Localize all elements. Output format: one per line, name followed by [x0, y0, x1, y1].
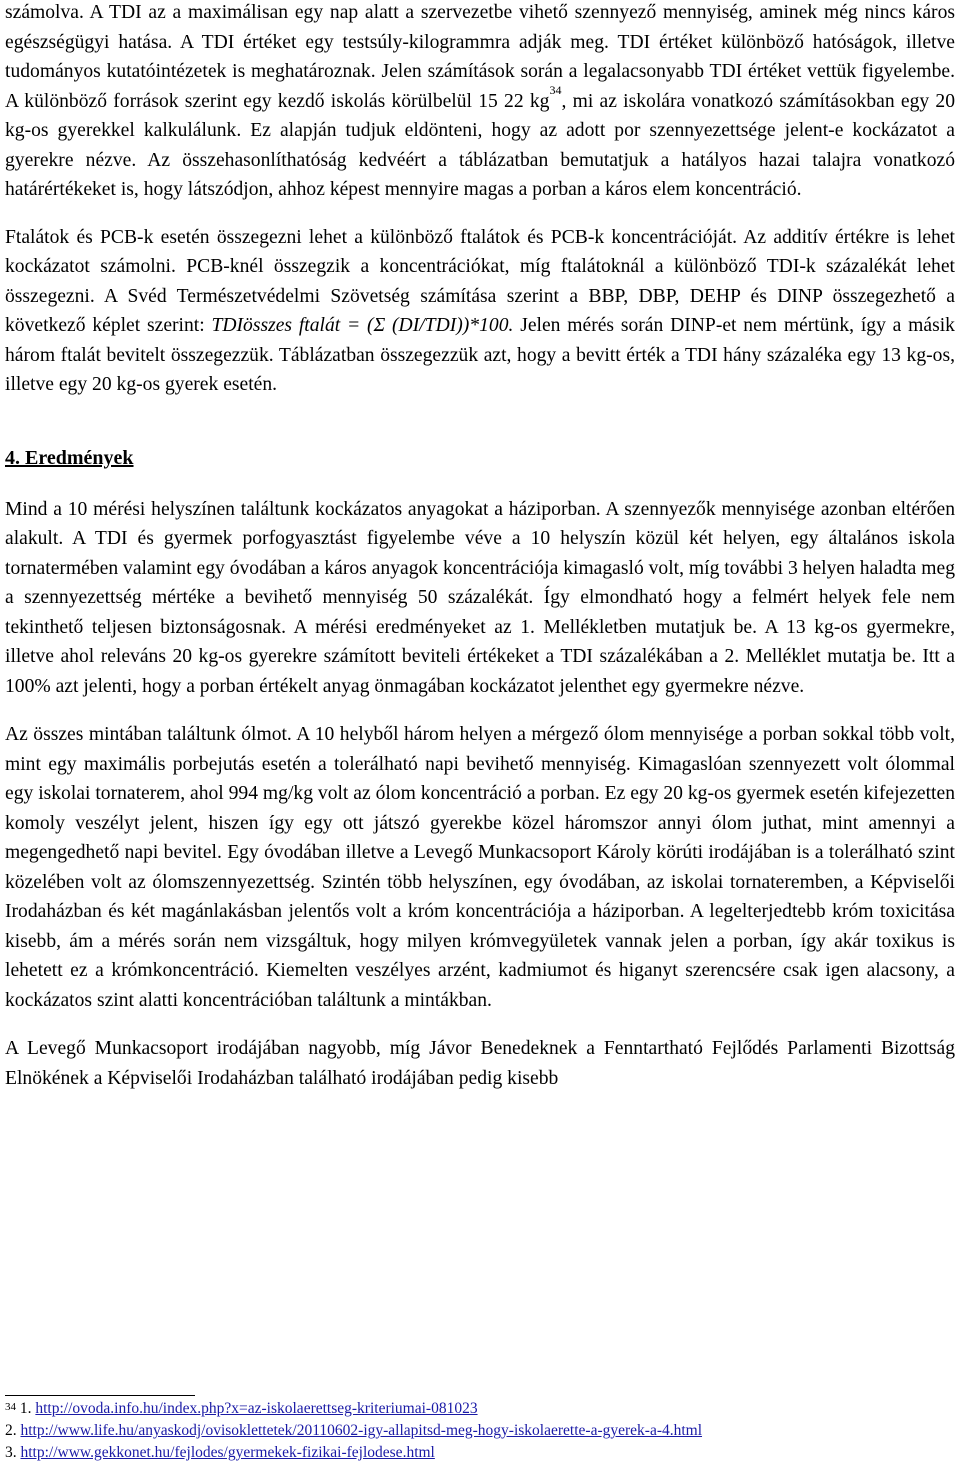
paragraph-tdi-intro — [5, 0, 955, 205]
paragraph-text: , mi az iskolára vonatkozó számításokban egy 20 kg-os gyerekkel kalkulálunk. Ez alapján tudjuk eldönteni, hogy az adott por szennyezettsége jelent-e kockázatot a gyerekre nézve. Az összehasonlíthatóság kedvéért a táblázatban bemutatjuk a hatályos hazai talajra vonatkozó határértékeket is, hogy látszódjon, ahhoz képest mennyire magas a porban a káros elem koncentráció. — [5, 90, 955, 200]
paragraph-lead-results: Az összes mintában találtunk ólmot. A 10 helyből három helyen a mérgező ólom mennyisége a porban sokkal több volt, mint egy maximális porbejutás esetén a tolerálható napi bevihető mennyiség. Kimagaslóan szennyezett volt ólommal egy iskolai tornaterem, ahol 994 mg/kg volt az ólom koncentráció a porban. Ez egy 20 kg-os gyermek esetén kifejezetten komoly veszélyt jelent, hiszen így egy ott játszó gyerekbe közel háromszor annyi ólom juthat, mint amennyi a megengedhető napi bevitel. Egy óvodában illetve a Levegő Munkacsoport Károly körúti irodájában is a tolerálható szint közelében volt az ólomszennyezettség. Szintén több helyszínen, egy óvodában, az iskolai tornateremben, a Képviselői Irodaházban és két magánlakásban jelentős volt a króm koncentrációja a háziporban. A legelterjedtebb króm toxicitása kisebb, ám a mérés során nem vizsgáltuk, hogy milyen krómvegyületek vannak jelen a porban, így akár toxikus is lehetett ez a krómkoncentráció. Kiemelten veszélyes arzént, kadmiumot és higanyt szerencsére csak igen alacsony, a kockázatos szint alatti koncentrációban találtunk a mintákban. — [5, 724, 955, 1011]
paragraph-text: számolva. A TDI az a maximálisan egy nap alatt a szervezetbe vihető szennyező mennyiség, aminek még nincs káros egészségügyi hatása. A TDI értéket egy testsúly-kilogrammra adják meg. TDI értéket különböző hatóságok, illetve tudományos kutatóintézetek is meghatároznak. Jelen számítások során a legalacsonyabb TDI értéket vettük figyelembe. A különböző források szerint egy kezdő iskolás körülbelül 15 22 kg — [5, 2, 955, 112]
footnote-reference[interactable]: 34 — [549, 82, 562, 97]
paragraph-text: Ftalátok és PCB-k esetén összegezni lehet a különböző ftalátok és PCB-k koncentrációját. Az additív értékre is lehet kockázatot számolni. PCB-knél összegzik a koncentrációkat, míg ftalátoknál a különböző TDI-k százalékát lehet összegezni. A Svéd Természetvédelmi Szövetség számítása szerint a BBP, DBP, DEHP és DINP összegezhető a következő képlet szerint: — [5, 226, 955, 336]
formula: TDIösszes ftalát = (Σ (DI/TDI))*100. — [211, 315, 514, 336]
footnote-line-3 — [5, 1442, 955, 1464]
document-page — [5, 0, 955, 1093]
footnote-number: 3. — [5, 1444, 17, 1461]
paragraph-office-results: A Levegő Munkacsoport irodájában nagyobb, míg Jávor Benedeknek a Fenntartható Fejlődés Parlamenti Bizottság Elnökének a Képviselői Irodaházban található irodájában pedig kisebb — [5, 1038, 955, 1089]
footnote-number: 1. — [19, 1400, 32, 1417]
footnote-link[interactable]: http://ovoda.info.hu/index.php?x=az-iskolaerettseg-kriteriumai-081023 — [35, 1400, 478, 1417]
footnote-link[interactable]: http://www.life.hu/anyaskodj/ovisoklettetek/20110602-igy-allapitsd-meg-hogy-iskolaerette-a-gyerek-a-4.html — [20, 1422, 703, 1439]
footnote-number: 2. — [5, 1422, 17, 1439]
paragraph-phthalates — [5, 223, 955, 400]
footnote-line-2 — [5, 1420, 955, 1442]
footnote-line-1 — [5, 1398, 955, 1420]
footnote-mark: 34 — [5, 1401, 16, 1413]
footnotes — [5, 1398, 955, 1464]
paragraph-results-summary: Mind a 10 mérési helyszínen találtunk kockázatos anyagokat a háziporban. A szennyezők mennyisége azonban eltérően alakult. A TDI és gyermek porfogyasztást figyelembe véve a 10 helyszín közül két helyen, egy általános iskola tornatermében valamint egy óvodában a káros anyagok koncentrációja kimagasló volt, míg további 3 helyen haladta meg a szennyezettség mértéke a bevihető mennyiség 50 százalékát. Így elmondható hogy a felmért helyek fele nem tekinthető teljesen biztonságosnak. A mérési eredményeket az 1. Mellékletben mutatjuk be. A 13 kg-os gyermekre, illetve ahol releváns 20 kg-os gyerekre számított beviteli értékeket a TDI százalékában a 2. Melléklet mutatja be. Itt a 100% azt jelenti, hogy a porban értékelt anyag önmagában kockázatot jelenthet egy gyermekre nézve. — [5, 498, 955, 697]
footnote-link[interactable]: http://www.gekkonet.hu/fejlodes/gyermekek-fizikai-fejlodese.html — [20, 1444, 435, 1461]
footnote-separator — [5, 1395, 195, 1396]
paragraph-text: Jelen mérés során DINP-et nem mértünk, így a másik három ftalát bevitelt összegezzük. Táblázatban összegezzük azt, hogy a bevitt érték a TDI hány százaléka egy 13 kg-os, illetve egy 20 kg-os gyerek esetén. — [5, 315, 955, 395]
section-heading-results: 4. Eredmények — [5, 446, 134, 469]
